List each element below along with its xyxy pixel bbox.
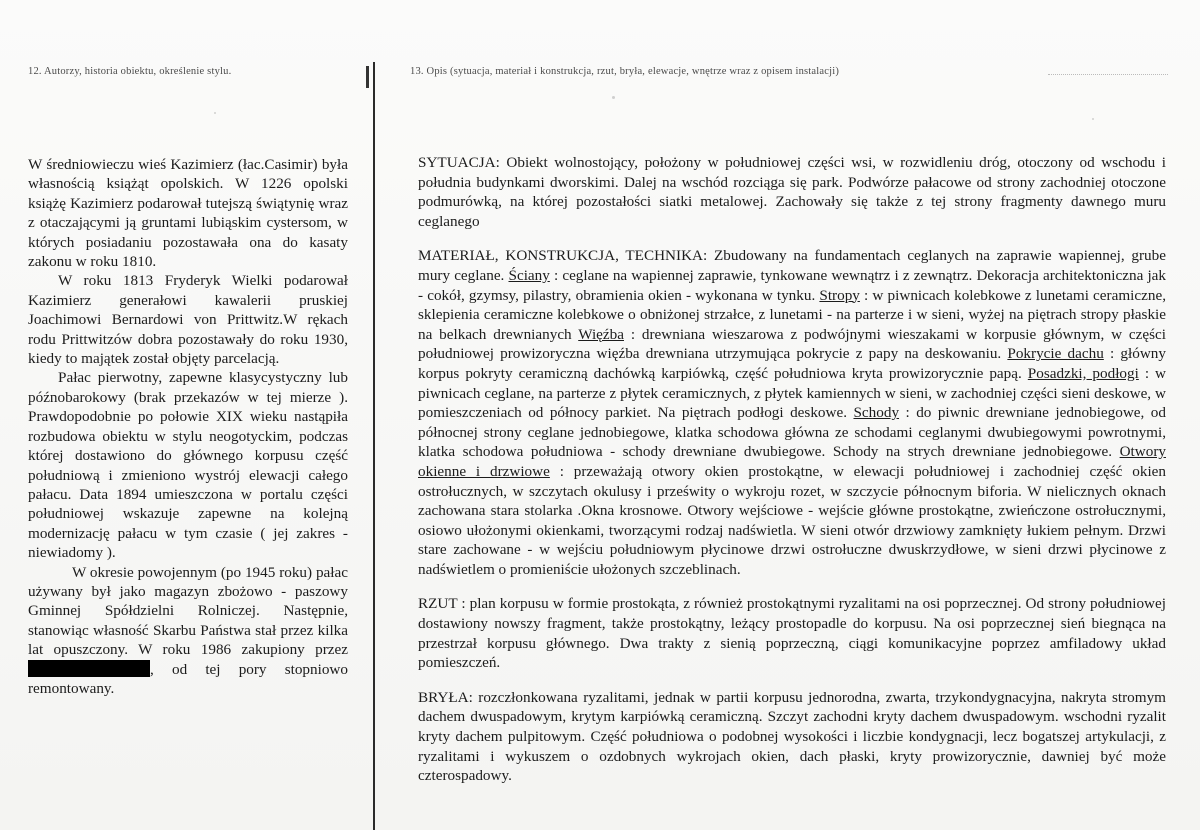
section-header-history: 12. Autorzy, historia obiektu, określenie stylu. <box>28 66 232 77</box>
scan-speck <box>612 96 615 99</box>
label-wiezba: Więźba <box>578 325 624 343</box>
text-wiezba: : drewniana wieszarowa z podwójnymi wieszakami w korpusie głównym, w części południowej prowizoryczna więźba drewniana utrzymująca pokrycie z papy na deskowaniu. <box>418 325 1166 363</box>
column-tick-mark <box>366 66 369 88</box>
text-schody: : do piwnic drewniane jednobiegowe, od północnej strony ceglane jednobiegowe, klatka schodowa główna ze schodami ceglanymi dwubiegowymi powrotnymi, klatka schodowa południowa - schody drewniane dwubiegowe. Schody na strych drewniane jednobiegowe. <box>418 404 1166 461</box>
label-stropy: Stropy <box>819 286 860 304</box>
text-sciany: : ceglane na wapiennej zaprawie, tynkowane wewnątrz i z zewnątrz. Dekoracja architektoniczna jak - cokół, gzymsy, pilastry, obramienia okien - wykonana w tynku. <box>418 266 1167 304</box>
scan-speck <box>214 112 216 114</box>
history-paragraph-1: W średniowieczu wieś Kazimierz (łac.Casimir) była własnością książąt opolskich. W 1226 opolski książę Kazimierz podarował tutejszą świątynię wraz z otaczającymi ją gruntami lubiąskim cystersom, w których posiadaniu pozostawała ona do kasaty zakonu w roku 1810. <box>28 156 348 271</box>
section-bryla: BRYŁA: rozczłonkowana ryzalitami, jednak w partii korpusu jednorodna, zwarta, trzykondygnacyjna, nakryta stromym dachem dwuspadowym, krytym karpiówką ceramiczną. Szczyt zachodni kryty dachem dwuspadowym. wschodni ryzalit kryty dachem pulpitowym. Część południowa o podobnej wysokości i liczbie kondygnacji, lecz bogatszej artykulacji, z ryzalitami i wykuszem o ozdobnych wykrojach okien, dach płaski, kryty prowizorycznie, dawniej być może czterospadowy. <box>418 688 1166 785</box>
material-intro: MATERIAŁ, KONSTRUKCJA, TECHNIKA: Zbudowany na fundamentach ceglanych na zaprawie wapiennej, grube mury ceglane. <box>418 247 1166 284</box>
text-otwory: : przeważają otwory okien prostokątne, w elewacji południowej i zachodniej część okien ostrołucznych, w szczytach okulusy i prześwity o wykroju rozet, w szczycie północnym biforia. W nielicznych oknach zachowana stara stolarka .Okna krosnowe. Otwory wejściowe - wejście główne prostokątne, zwieńczone ostrołucznymi, osiowo ułożonymi okienkami, tworzącymi rodzaj nadświetla. W sieni otwór drzwiowy zamknięty łukiem pełnym. Drzwi stare zachowane - w wejściu południowym płycinowe drzwi ostrołuczne dwuskrzydłowe, w sieni drzwi płycinowe z nadświetlem o promieniście ułożonych szczeblinach. <box>418 462 1167 578</box>
history-paragraph-4-part-1: W okresie powojennym (po 1945 roku) pałac używany był jako magazyn zbożowo - paszowy Gminnej Spółdzielni Rolniczej. Następnie, stanowiąc własność Skarbu Państwa stał przez kilka lat opuszczony. W roku 1986 zakupiony przez <box>28 563 348 659</box>
section-rzut: RZUT : plan korpusu w formie prostokąta, z również prostokątnymi ryzalitami na osi poprzecznej. Od strony południowej dostawiony nowszy fragment, także prostokątny, leżący prostopadle do korpusu. Na osi poprzecznej sień biegnąca na przestrzał korpusu głównego. Dwa trakty z sienią poprzeczną, ciągi komunikacyjne poprzez amfiladowy układ pomieszczeń. <box>418 595 1166 672</box>
text-stropy: : w piwnicach kolebkowe z lunetami ceramiczne, sklepienia ceramiczne kolebkowe o obniżonej strzałce, z lunetami - na parterze i w sieni, wyżej na piętrach stropy płaskie na belkach drewnianych <box>418 286 1166 343</box>
label-pokrycie-dachu: Pokrycie dachu <box>1007 345 1104 363</box>
description-column <box>418 153 1166 801</box>
history-column <box>28 155 348 698</box>
label-posadzki: Posadzki, podłogi <box>1027 364 1139 382</box>
label-schody: Schody <box>853 404 900 422</box>
label-otwory: Otwory okienne i drzwiowe <box>418 443 1166 480</box>
label-sciany: Ściany <box>508 266 550 284</box>
redaction-bar <box>28 660 150 677</box>
history-paragraph-2: W roku 1813 Fryderyk Wielki podarował Kazimierz generałowi kawalerii pruskiej Joachimowi Bernardowi von Prittwitz.W rękach rodu Prittwitzów dobra pozostawały do roku 1930, kiedy to majątek został objęty parcelacją. <box>28 272 348 368</box>
section-header-description: 13. Opis (sytuacja, materiał i konstrukcja, rzut, bryła, elewacje, wnętrze wraz z opisem instalacji) <box>410 66 840 77</box>
scan-speck <box>1092 118 1094 120</box>
text-pokrycie-dachu: : główny korpus pokryty ceramiczną dachówką karpiówką, część południowa kryta prowizorycznie papą. <box>418 345 1166 382</box>
history-paragraph-4-part-2: , od tej pory stopniowo remontowany. <box>28 660 348 697</box>
column-divider <box>373 62 375 830</box>
history-paragraph-4 <box>28 563 348 699</box>
section-sytuacja: SYTUACJA: Obiekt wolnostojący, położony w południowej części wsi, w rozwidleniu dróg, otoczony od wschodu i południa budynkami dworskimi. Dalej na wschód rozciąga się park. Podwórze pałacowe od strony zachodniej otoczone podmurówką, na której pozostałości siatki metalowej. Zachowały się także z tej strony fragmenty dawnego muru ceglanego <box>418 154 1166 230</box>
text-posadzki: : w piwnicach ceglane, na parterze z płytek ceramicznych, z płytek kamiennych w sieni, w zachodniej części sieni deskowe, w pomieszczeniach od północy parkiet. Na piętrach podłogi deskowe. <box>418 364 1167 422</box>
history-paragraph-3: Pałac pierwotny, zapewne klasycystyczny lub późnobarokowy (brak przekazów w tej mierze ). Prawdopodobnie po połowie XIX wieku nastąpiła rozbudowa obiektu w stylu neogotyckim, podczas której dostawiono do głównego korpusu część południową i zmieniono wystrój elewacji całego pałacu. Data 1894 umieszczona w portalu części południowej wskazuje zapewne na kolejną modernizację pałacu w tym czasie ( jej zakres - niewiadomy ). <box>28 369 348 562</box>
header-dotted-rule <box>1048 74 1168 75</box>
section-material <box>418 246 1166 579</box>
